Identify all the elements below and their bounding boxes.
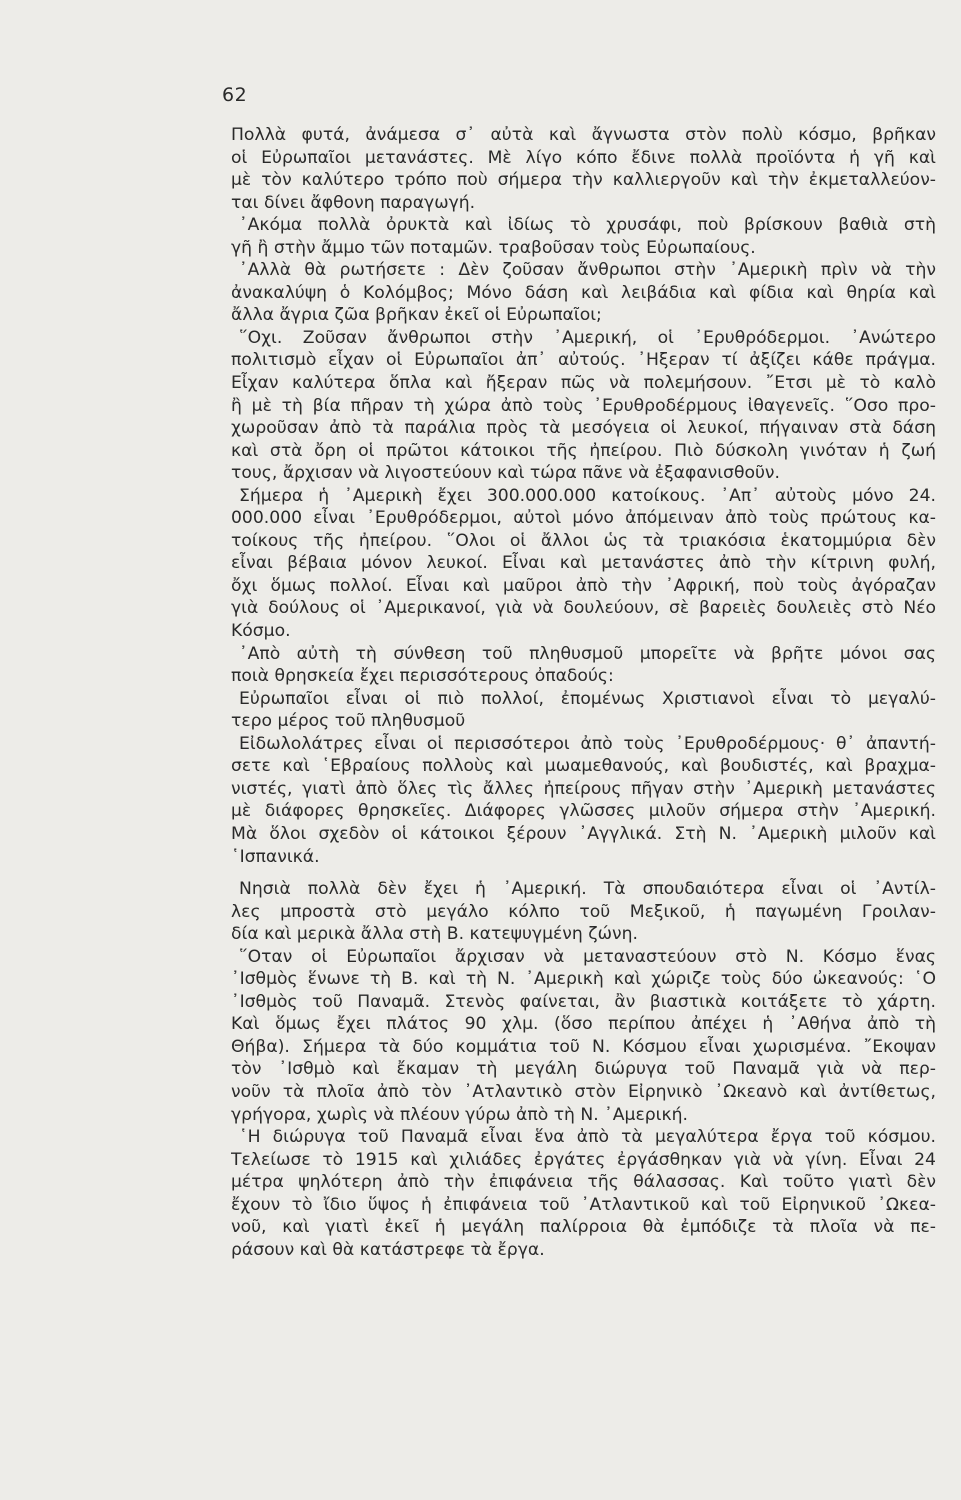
text-line: ἔχουν τὸ ἴδιο ὕψος ἡ ἐπιφάνεια τοῦ ᾿Ατλαντικοῦ καὶ τοῦ Εἰρηνικοῦ ᾿Ωκεα- [231,1194,936,1215]
text-line: μὲ διάφορες θρησκεῖες. Διάφορες γλῶσσες μιλοῦν σήμερα στὴν ᾿Αμερική. [231,801,936,822]
text-line: μέτρα ψηλότερη ἀπὸ τὴν ἐπιφάνεια τῆς θάλασσας. Καὶ τοῦτο γιατὶ δὲν [231,1172,936,1193]
text-line: γιὰ δούλους οἱ ᾿Αμερικανοί, γιὰ νὰ δουλεύουν, σὲ βαρειὲς δουλειὲς στὸ Νέο [231,598,936,619]
text-line: ται δίνει ἄφθονη παραγωγή. [231,192,476,213]
text-line: καὶ στὰ ὄρη οἱ πρῶτοι κάτοικοι τῆς ἠπείρου. Πιὸ δύσκολη γινόταν ἡ ζωή [231,440,936,461]
text-line: γῆ ἢ στὴν ἄμμο τῶν ποταμῶν. τραβοῦσαν τοὺς Εὐρωπαίους. [231,237,756,258]
text-line: χωροῦσαν ἀπὸ τὰ παράλια πρὸς τὰ μεσόγεια οἱ λευκοί, πήγαιναν στὰ δάση [231,418,936,439]
page-number: 62 [222,84,248,106]
text-line: Κόσμο. [231,621,291,642]
paragraph-gap [231,868,936,878]
text-line: Πολλὰ φυτά, ἀνάμεσα σ᾿ αὐτὰ καὶ ἄγνωστα στὸν πολὺ κόσμο, βρῆκαν [231,125,936,145]
text-line: Θήβα). Σήμερα τὰ δύο κομμάτια τοῦ Ν. Κόσμου εἶναι χωρισμένα. ῎Εκοψαν [231,1036,936,1057]
text-line: σετε καὶ ῾Εβραίους πολλοὺς καὶ μωαμεθανούς, καὶ βουδιστές, καὶ βραχμα- [231,756,936,777]
text-line: οἱ Εὐρωπαῖοι μετανάστες. Μὲ λίγο κόπο ἔδινε πολλὰ προϊόντα ἡ γῆ καὶ [231,147,936,168]
text-line: Καὶ ὅμως ἔχει πλάτος 90 χλμ. (ὅσο περίπου ἀπέχει ἡ ᾿Αθήνα ἀπὸ τὴ [231,1014,936,1035]
text-line: ᾿Απὸ αὐτὴ τὴ σύνθεση τοῦ πληθυσμοῦ μπορεῖτε νὰ βρῆτε μόνοι σας [239,643,936,664]
text-line: νιστές, γιατὶ ἀπὸ ὅλες τὶς ἄλλες ἠπείρους πῆγαν στὴν ᾿Αμερικὴ μετανάστες [231,778,936,799]
text-line: εἶναι βέβαια μόνον λευκοί. Εἶναι καὶ μετανάστες ἀπὸ τὴν κίτρινη φυλή, [231,553,936,574]
text-line: τερο μέρος τοῦ πληθυσμοῦ [231,711,466,732]
text-line: ᾿Ισθμὸς ἕνωνε τὴ Β. καὶ τὴ Ν. ᾿Αμερικὴ καὶ χώριζε τοὺς δύο ὠκεανούς: ῾Ο [231,969,936,990]
text-line: δία καὶ μερικὰ ἄλλα στὴ Β. κατεψυγμένη ζώνη. [231,924,638,945]
text-line: ῾Η διώρυγα τοῦ Παναμᾶ εἶναι ἕνα ἀπὸ τὰ μεγαλύτερα ἔργα τοῦ κόσμου. [239,1127,936,1148]
text-line: ῞Οχι. Ζοῦσαν ἄνθρωποι στὴν ᾿Αμερική, οἱ ᾿Ερυθρόδερμοι. ᾿Ανώτερο [239,327,936,348]
text-line: πολιτισμὸ εἶχαν οἱ Εὐρωπαῖοι ἀπ᾿ αὐτούς. ᾿Ηξεραν τί ἀξίζει κάθε πράγμα. [231,350,936,371]
text-line: Τελείωσε τὸ 1915 καὶ χιλιάδες ἐργάτες ἐργάσθηκαν γιὰ νὰ γίνη. Εἶναι 24 [231,1149,936,1170]
text-line: Μὰ ὅλοι σχεδὸν οἱ κάτοικοι ξέρουν ᾿Αγγλικά. Στὴ Ν. ᾿Αμερικὴ μιλοῦν καὶ [231,823,936,844]
body-text [231,124,936,1261]
text-line: τοίκους τῆς ἠπείρου. ῞Ολοι οἱ ἄλλοι ὡς τὰ τριακόσια ἑκατομμύρια δὲν [231,530,936,551]
text-line: γρήγορα, χωρὶς νὰ πλέουν γύρω ἀπὸ τὴ Ν. ᾿Αμερική. [231,1104,688,1125]
text-line: ποιὰ θρησκεία ἔχει περισσότερους ὀπαδούς: [231,666,614,687]
text-line: ῾Ισπανικά. [231,846,320,867]
text-line: ράσουν καὶ θὰ κατάστρεφε τὰ ἔργα. [231,1239,545,1260]
text-line: νοῦ, καὶ γιατὶ ἐκεῖ ἡ μεγάλη παλίρροια θὰ ἐμπόδιζε τὰ πλοῖα νὰ πε- [231,1217,936,1238]
text-line: νοῦν τὰ πλοῖα ἀπὸ τὸν ᾿Ατλαντικὸ στὸν Εἰρηνικὸ ᾿Ωκεανὸ καὶ ἀντίθετως, [231,1081,936,1102]
text-line: Εἰδωλολάτρες εἶναι οἱ περισσότεροι ἀπὸ τοὺς ᾿Ερυθροδέρμους· θ᾿ ἀπαντή- [239,733,936,754]
text-line: Εὐρωπαῖοι εἶναι οἱ πιὸ πολλοί, ἐπομένως Χριστιανοὶ εἶναι τὸ μεγαλύ- [239,688,936,709]
text-line: Εἶχαν καλύτερα ὅπλα καὶ ἤξεραν πῶς νὰ πολεμήσουν. ῎Ετσι μὲ τὸ καλὸ [231,373,936,394]
text-line: ᾿Αλλὰ θὰ ρωτήσετε : Δὲν ζοῦσαν ἄνθρωποι στὴν ᾿Αμερικὴ πρὶν νὰ τὴν [239,260,936,281]
text-line: ἄλλα ἄγρια ζῶα βρῆκαν ἐκεῖ οἱ Εὐρωπαῖοι; [231,305,602,326]
text-line: λες μπροστὰ στὸ μεγάλο κόλπο τοῦ Μεξικοῦ, ἡ παγωμένη Γροιλαν- [231,901,936,922]
text-line: τους, ἄρχισαν νὰ λιγοστεύουν καὶ τώρα πᾶνε νὰ ἐξαφανισθοῦν. [231,463,780,484]
text-line: Νησιὰ πολλὰ δὲν ἔχει ἡ ᾿Αμερική. Τὰ σπουδαιότερα εἶναι οἱ ᾿Αντίλ- [239,879,936,900]
text-line: ὄχι ὅμως πολλοί. Εἶναι καὶ μαῦροι ἀπὸ τὴν ᾿Αφρική, ποὺ τοὺς ἀγόραζαν [231,575,936,596]
text-line: ᾿Ακόμα πολλὰ ὀρυκτὰ καὶ ἰδίως τὸ χρυσάφι, ποὺ βρίσκουν βαθιὰ στὴ [239,215,936,236]
text-line: Σήμερα ἡ ᾿Αμερικὴ ἔχει 300.000.000 κατοίκους. ᾿Απ᾿ αὐτοὺς μόνο 24. [239,485,936,506]
text-line: ᾿Ισθμὸς τοῦ Παναμᾶ. Στενὸς φαίνεται, ἂν βιαστικὰ κοιτάξετε τὸ χάρτη. [231,991,936,1012]
text-line: ἀνακαλύψη ὁ Κολόμβος; Μόνο δάση καὶ λειβάδια καὶ φίδια καὶ θηρία καὶ [231,282,936,303]
text-line: μὲ τὸν καλύτερο τρόπο ποὺ σήμερα τὴν καλλιεργοῦν καὶ τὴν ἐκμεταλλεύον- [231,170,936,191]
text-line: τὸν ᾿Ισθμὸ καὶ ἔκαμαν τὴ μεγάλη διώρυγα τοῦ Παναμᾶ γιὰ νὰ περ- [231,1059,936,1080]
text-line: ῞Οταν οἱ Εὐρωπαῖοι ἄρχισαν νὰ μεταναστεύουν στὸ Ν. Κόσμο ἕνας [239,946,936,967]
text-line: ἢ μὲ τὴ βία πῆραν τὴ χώρα ἀπὸ τοὺς ᾿Ερυθροδέρμους ἰθαγενεῖς. ῞Οσο προ- [231,395,936,416]
text-line: 000.000 εἶναι ᾿Ερυθρόδερμοι, αὐτοὶ μόνο ἀπόμειναν ἀπὸ τοὺς πρώτους κα- [231,508,936,529]
